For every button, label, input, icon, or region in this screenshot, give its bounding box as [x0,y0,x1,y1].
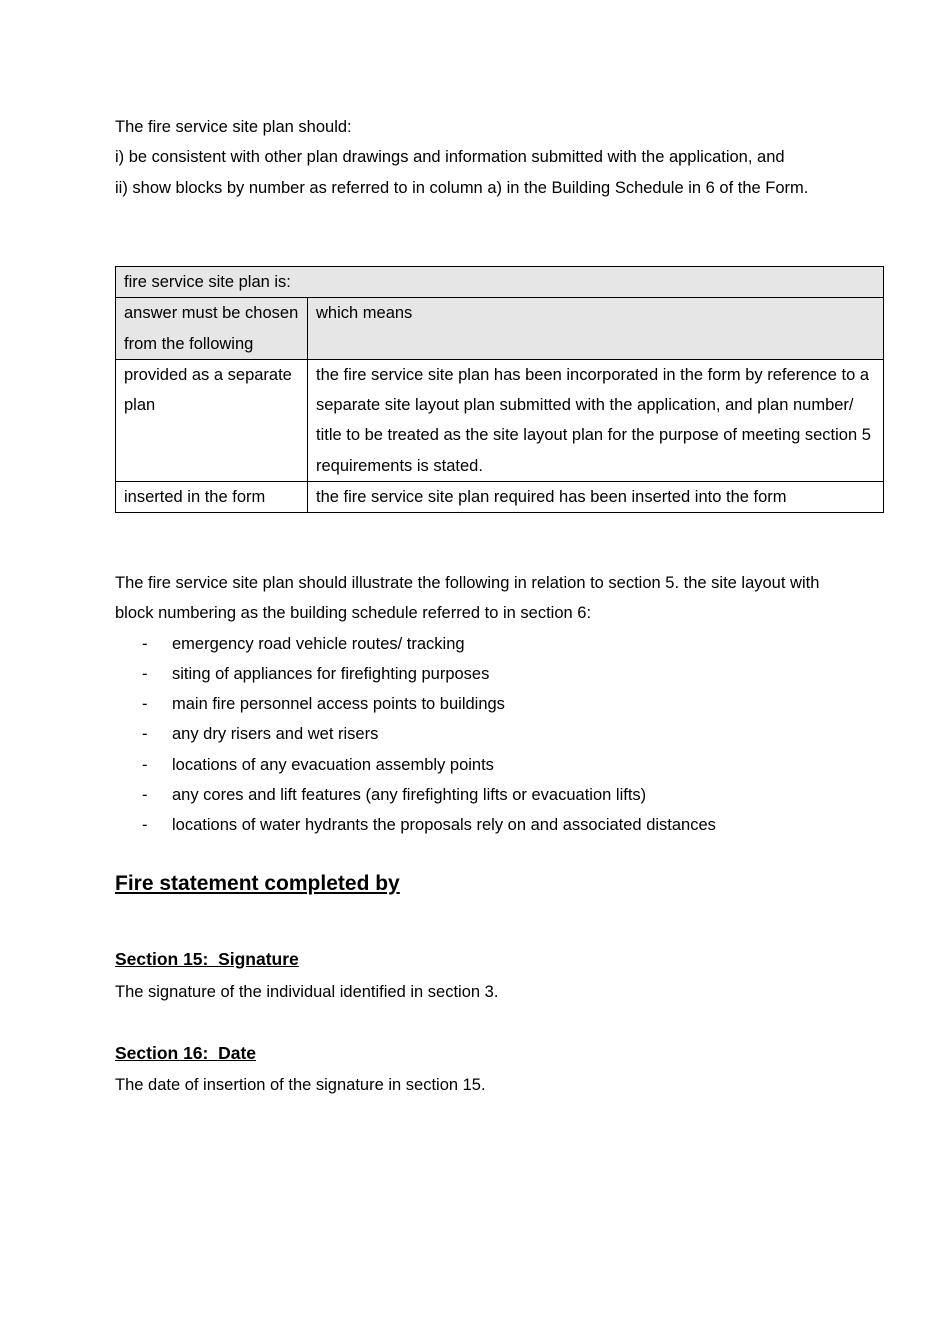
requirements-list [115,629,855,841]
row-option: inserted in the form [116,482,308,513]
section-15-heading: Section 15: Signature [115,949,299,969]
list-item [115,810,855,840]
bullet-dash: - [142,816,148,835]
row-option: provided as a separate plan [116,359,308,481]
bullet-dash: - [142,755,148,774]
section-16-text: The date of insertion of the signature in section 15. [115,1076,486,1094]
row-meaning: the fire service site plan has been incorporated in the form by reference to a separate site layout plan submitted with the application, and plan number/ title to be treated as the site layout plan for the purpose of meeting section 5 requirements is stated. [308,359,884,481]
table-row [116,359,884,481]
intro-block [115,112,855,203]
header-meaning: which means [308,298,884,360]
completed-by-heading: Fire statement completed by [115,872,400,895]
section-15-text: The signature of the individual identified in section 3. [115,983,499,1001]
bullet-dash: - [142,725,148,744]
bullet-dash: - [142,695,148,714]
list-item [115,629,855,659]
list-item [115,719,855,749]
list-item-text: any cores and lift features (any firefighting lifts or evacuation lifts) [172,786,647,805]
list-item-text: siting of appliances for firefighting purposes [172,664,490,683]
table-caption: fire service site plan is: [116,267,884,298]
list-item [115,750,855,780]
illustrate-block [115,568,855,841]
intro-line-2: i) be consistent with other plan drawings and information submitted with the application, and [115,148,785,167]
list-item-text: locations of any evacuation assembly points [172,755,494,774]
list-item-text: main fire personnel access points to buildings [172,695,505,714]
intro-line-3: ii) show blocks by number as referred to in column a) in the Building Schedule in 6 of the Form. [115,178,809,197]
list-item [115,780,855,810]
bullet-dash: - [142,634,148,653]
fire-service-site-plan-table [115,266,884,513]
table-row [116,482,884,513]
list-item-text: locations of water hydrants the proposals rely on and associated distances [172,816,716,835]
bullet-dash: - [142,786,148,805]
list-item [115,659,855,689]
list-item [115,689,855,719]
table-header-row [116,298,884,360]
bullet-dash: - [142,664,148,683]
row-meaning: the fire service site plan required has been inserted into the form [308,482,884,513]
intro-line-1: The fire service site plan should: [115,118,352,136]
list-item-text: any dry risers and wet risers [172,725,379,744]
section-16-heading: Section 16: Date [115,1043,257,1063]
header-answer: answer must be chosen from the following [116,298,308,360]
table-caption-row [116,267,884,298]
list-item-text: emergency road vehicle routes/ tracking [172,634,465,653]
illustrate-intro: The fire service site plan should illustrate the following in relation to section 5. the site layout with block numbering as the building schedule referred to in section 6: [115,574,820,623]
